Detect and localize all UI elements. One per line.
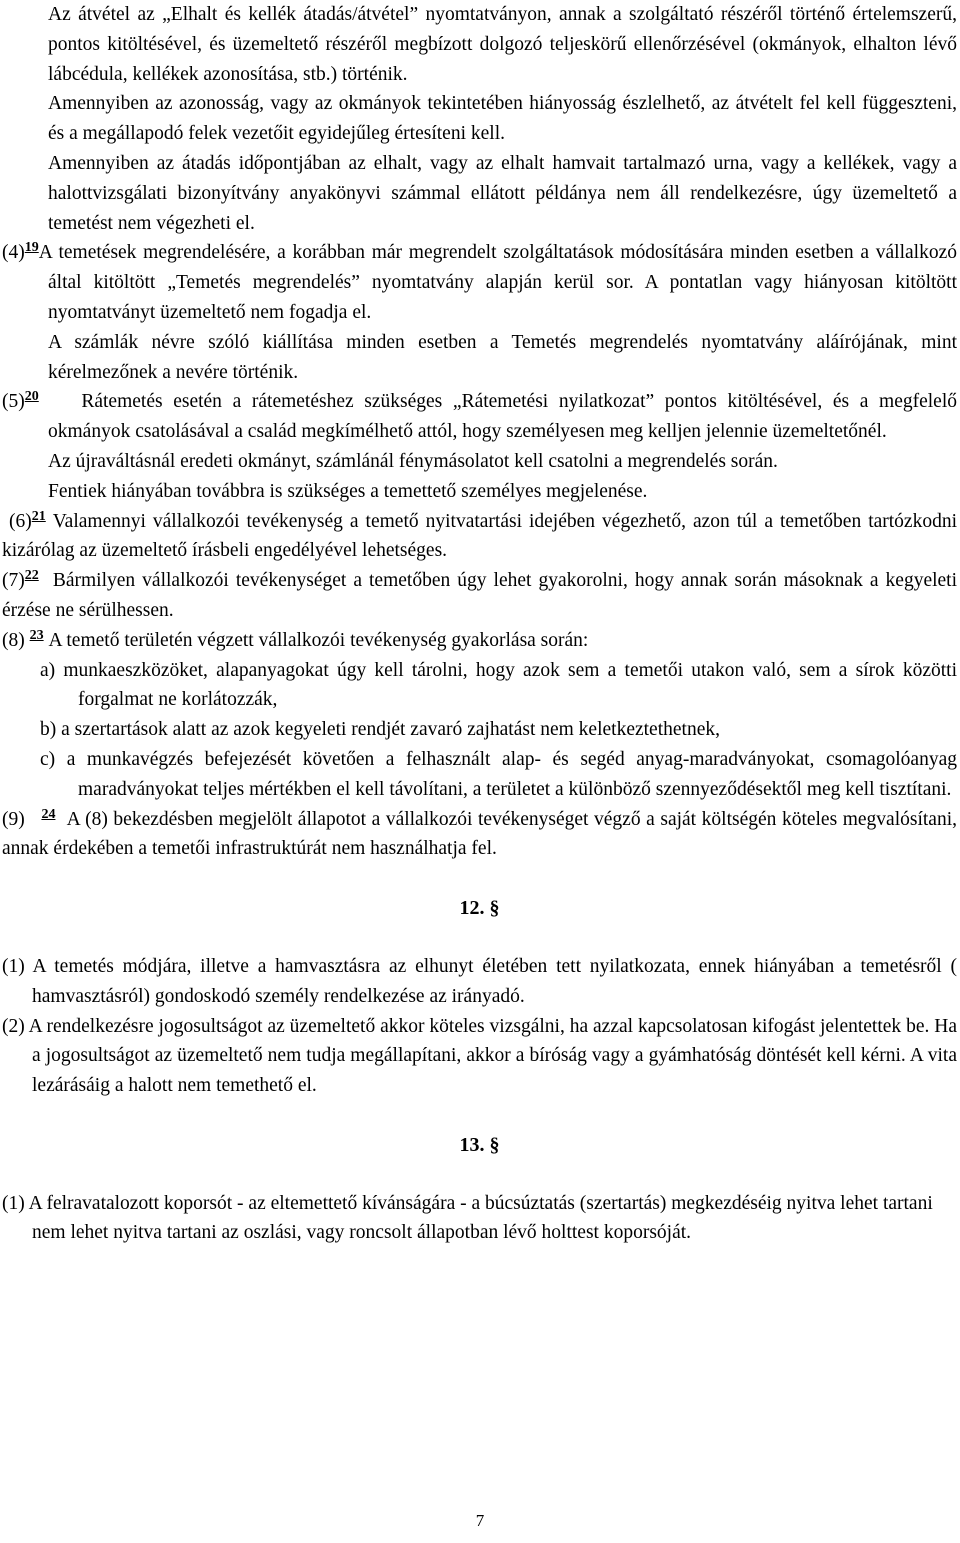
paragraph-8-text: A temető területén végzett vállalkozói tevékenység gyakorlása során: [48, 629, 589, 651]
footnote-20-link[interactable]: 20 [24, 389, 39, 405]
paragraph-6-text: Valamennyi vállalkozói tevékenység a temető nyitvatartási idejében végezhető, azon túl a temetőben tartózkodni kizárólag az üzemeltető írásbeli engedélyével lehetséges. [2, 510, 958, 562]
section-13-item-1 [2, 1189, 957, 1219]
section-13-continuation: nem lehet nyitva tartani az oszlási, vagy roncsolt állapotban lévő holttest koporsóját. [32, 1222, 692, 1244]
paragraph-4 [2, 238, 957, 327]
paragraph-4-number: (4) [2, 242, 25, 264]
footnote-22-link[interactable]: 22 [24, 568, 39, 584]
section-13-heading: 13. § [459, 1133, 500, 1156]
body-text [2, 0, 957, 1248]
paragraph-8-number: (8) [2, 629, 25, 651]
paragraph-6 [2, 507, 957, 567]
paragraph-7-text: Bármilyen vállalkozói tevékenységet a temetőben úgy lehet gyakorolni, hogy annak során másoknak a kegyeleti érzése ne sérülhessen. [2, 570, 958, 621]
paragraph-4b-text: A számlák névre szóló kiállítása minden esetben a Temetés megrendelés nyomtatvány aláírójának, mint kérelmezőnek a nevére történik. [48, 331, 957, 383]
section-12-item-1-number: (1) [2, 955, 25, 977]
list-item-a: a) munkaeszközöket, alapanyagokat úgy kell tárolni, hogy azok sem a temetői utakon való, sem a sírok közötti forgalmat ne korlátozzák, [40, 659, 957, 711]
paragraph-9-text: A (8) bekezdésben megjelölt állapotot a vállalkozói tevékenységet végző a saját költségén köteles megvalósítani, annak érdekében a temetői infrastruktúrát nem használhatja fel. [2, 808, 958, 860]
paragraph-9-number: (9) [2, 808, 25, 830]
paragraph-5b-text: Az újraváltásnál eredeti okmányt, számlánál fénymásolatot kell csatolni a megrendelés során. [48, 450, 778, 472]
section-13-item-1-number: (1) [2, 1192, 25, 1214]
section-12-item-1 [2, 952, 957, 1012]
footnote-19-link[interactable]: 19 [24, 240, 39, 256]
section-12-item-2 [2, 1012, 957, 1101]
paragraph-5-number: (5) [2, 391, 25, 413]
footnote-24-link[interactable]: 24 [41, 806, 56, 822]
section-12-item-1-text: A temetés módjára, illetve a hamvasztásra az elhunyt életében tett nyilatkozata, ennek hiányában a temetésről ( hamvasztásról) gondoskodó személy rendelkezése az irányadó. [32, 955, 957, 1007]
section-13-item-1-text: A felravatalozott koporsót - az eltemettető kívánságára - a búcsúztatás (szertartás) megkezdéséig nyitva lehet tartani [28, 1192, 933, 1214]
paragraph-5c-text: Fentiek hiányában továbbra is szükséges a temettető személyes megjelenése. [48, 480, 648, 502]
paragraph-7-number: (7) [2, 570, 25, 592]
section-12-item-2-text: A rendelkezésre jogosultságot az üzemeltető akkor köteles vizsgálni, ha azzal kapcsolatosan kifogást jelentettek be. Ha a jogosultságot az üzemeltető nem tudja megállapítani, akkor a bíróság vagy a gyámhatóság döntését kell kérni. A vita lezárásáig a halott nem temethető el. [28, 1015, 957, 1097]
paragraph-6-number: (6) [9, 510, 32, 532]
list-item-b: b) a szertartások alatt az azok kegyeleti rendjét zavaró zajhatást nem keletkeztethetnek, [40, 719, 720, 741]
section-12-heading: 12. § [459, 897, 500, 920]
section-12-item-2-number: (2) [2, 1015, 25, 1037]
paragraph-9 [2, 805, 957, 865]
paragraph-3-3c-text: Amennyiben az átadás időpontjában az elhalt, vagy az elhalt hamvait tartalmazó urna, vagy a kellékek, vagy a halottvizsgálati bizonyítvány anyakönyvi számmal ellátott példánya nem áll rendelkezésre, úgy üzemeltető a temetést nem végezheti el. [48, 152, 957, 234]
paragraph-4-text: A temetések megrendelésére, a korábban már megrendelt szolgáltatások módosítására minden esetben a vállalkozó által kitöltött „Temetés megrendelés” nyomtatvány alapján kerül sor. A pontatlan vagy hiányosan kitöltött nyomtatványt üzemeltető nem fogadja el. [38, 242, 957, 323]
paragraph-8 [2, 626, 957, 656]
list-item-c: c) a munkavégzés befejezését követően a felhasznált alap- és segéd anyag-maradványokat, csomagolóanyag maradványokat teljes mértékben el kell távolítani, a területet a különböző szennyeződésektől meg kell tisztítani. [40, 748, 957, 800]
footnote-21-link[interactable]: 21 [31, 508, 46, 524]
page-number: 7 [475, 1511, 485, 1530]
paragraph-5 [2, 387, 957, 447]
paragraph-3-3b-text: Amennyiben az azonosság, vagy az okmányok tekintetében hiányosság észlelhető, az átvételt fel kell függeszteni, és a megállapodó felek vezetőit egyidejűleg értesíteni kell. [48, 93, 957, 145]
paragraph-7 [2, 566, 957, 626]
footnote-23-link[interactable]: 23 [29, 627, 44, 643]
paragraph-3-3-text: Az átvétel az „Elhalt és kellék átadás/átvétel” nyomtatványon, annak a szolgáltató részéről történő értelemszerű, pontos kitöltésével, és üzemeltető részéről megbízott dolgozó teljeskörű ellenőrzésével (okmányok, elhalton lévő lábcédula, kellékek azonosítása, stb.) történik. [48, 4, 957, 85]
paragraph-5-text: Rátemetés esetén a rátemetéshez szükséges „Rátemetési nyilatkozat” pontos kitöltésével, és a megfelelő okmányok csatolásával a család megkímélhető attól, hogy személyesen meg kelljen jelennie üzemeltetőnél. [48, 391, 958, 443]
